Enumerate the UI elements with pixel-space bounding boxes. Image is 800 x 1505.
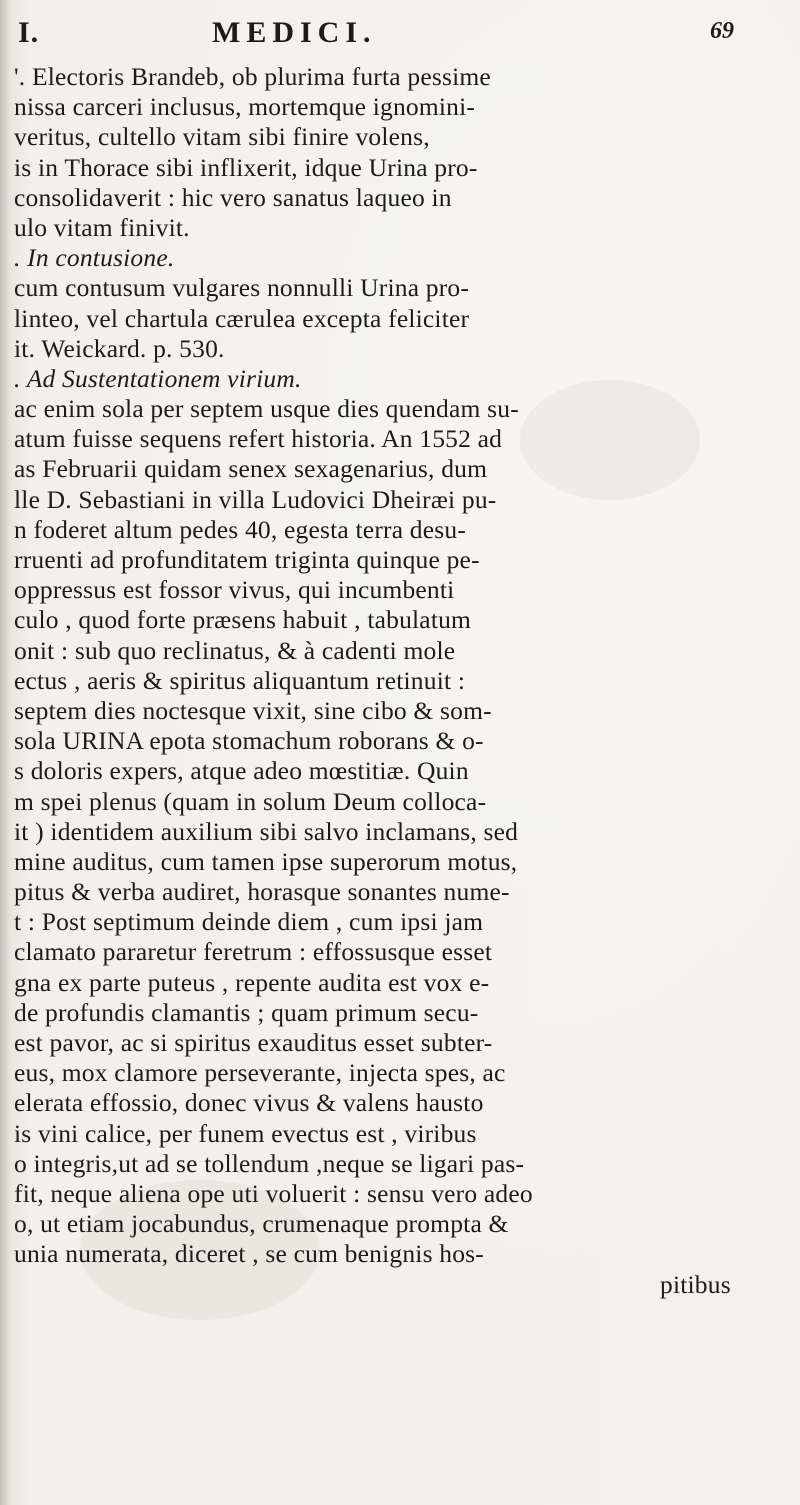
text-line: it ) identidem auxilium sibi salvo inclamans, sed [14,816,519,846]
section-number: I. [18,16,40,49]
text-line: ulo vitam finivit. [14,212,190,242]
text-line: onit : sub quo reclinatus, & à cadenti mole [14,635,456,665]
catchword: pitibus [660,1269,731,1299]
text-line: ectus , aeris & spiritus aliquantum retinuit : [14,665,466,695]
text-line: fit, neque aliena ope uti voluerit : sensu vero adeo [14,1178,533,1208]
text-line: gna ex parte puteus , repente audita est vox e- [14,967,490,997]
page-header [0,16,800,56]
text-line: eus, mox clamore perseverante, injecta spes, ac [14,1058,506,1088]
text-line: septem dies noctesque vixit, sine cibo & som- [14,695,492,725]
text-line: elerata effossio, donec vivus & valens hausto [14,1088,484,1118]
text-line: mine auditus, cum tamen ipse superorum motus, [14,846,518,876]
text-line: n foderet altum pedes 40, egesta terra desu- [14,514,467,544]
text-line: as Februarii quidam senex sexagenarius, dum [14,454,488,484]
text-line: is vini calice, per funem evectus est , viribus [14,1118,477,1148]
text-line: est pavor, ac si spiritus exauditus esset subter- [14,1028,493,1057]
text-line: cum contusum vulgares nonnulli Urina pro- [14,273,470,303]
text-line: s doloris expers, atque adeo mœstitiæ. Quin [14,756,469,786]
text-line: pitus & verba audiret, horasque sonantes nume- [14,877,510,907]
text-line: linteo, vel chartula cærulea excepta feliciter [14,303,470,333]
text-line: consolidaverit : hic vero sanatus laqueo in [14,182,452,212]
text-line: oppressus est fossor vivus, qui incumbenti [14,575,455,605]
section-heading-contusion: . In contusione. [14,243,175,273]
text-line: o integris,ut ad se tollendum ,neque se ligari pas- [14,1148,525,1178]
text-line: sola URINA epota stomachum roborans & o- [14,726,484,756]
text-line: '. Electoris Brandeb, ob plurima furta pessime [14,62,491,91]
text-line: de profundis clamantis ; quam primum secu- [14,997,479,1027]
text-line: veritus, cultello vitam sibi finire volens, [14,122,430,152]
text-line: clamato pararetur feretrum : effossusque esset [14,937,493,967]
running-title: MEDICI. [212,16,377,49]
text-line: lle D. Sebastiani in villa Ludovici Dheiræi pu- [14,484,497,514]
text-line: o, ut etiam jocabundus, crumenaque prompta & [14,1209,509,1239]
text-line: rruenti ad profunditatem triginta quinque pe- [14,545,480,574]
text-line: culo , quod forte præsens habuit , tabulatum [14,605,472,635]
text-line: unia numerata, diceret , se cum benignis hos- [14,1239,484,1269]
text-line: ac enim sola per septem usque dies quendam su- [14,394,519,424]
section-heading-strength: . Ad Sustentationem virium. [14,363,302,393]
text-line: atum fuisse sequens refert historia. An 1552 ad [14,424,503,454]
text-line: nissa carceri inclusus, mortemque ignomini- [14,92,476,122]
page-number: 69 [710,18,734,44]
text-line: is in Thorace sibi inflixerit, idque Urina pro- [14,152,478,182]
text-line: t : Post septimum deinde diem , cum ipsi jam [14,907,484,937]
body-text [0,62,800,1300]
citation-line: it. Weickard. p. 530. [14,333,225,363]
text-line: m spei plenus (quam in solum Deum colloca- [14,786,487,816]
